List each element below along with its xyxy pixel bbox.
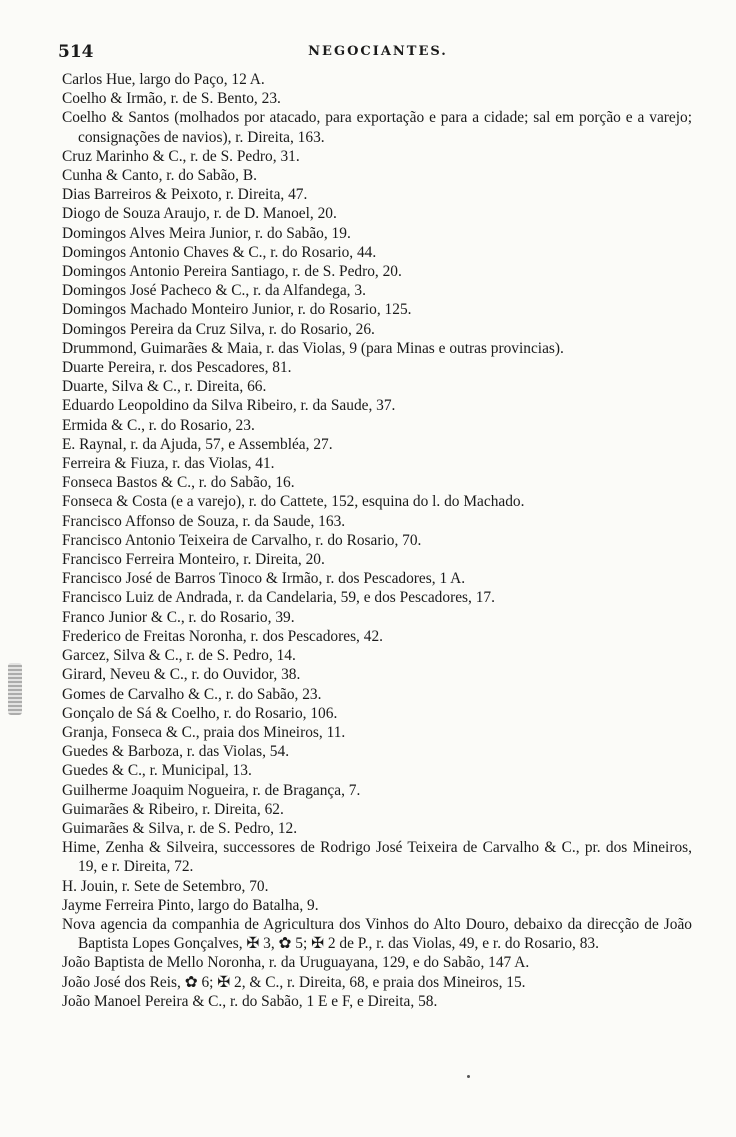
list-item: Domingos José Pacheco & C., r. da Alfandega, 3. [62,282,366,300]
list-item: Guedes & Barboza, r. das Violas, 54. [62,743,290,761]
list-item: Francisco Luiz de Andrada, r. da Candelaria, 59, e dos Pescadores, 17. [62,589,495,607]
list-item: Ferreira & Fiuza, r. das Violas, 41. [62,455,275,473]
list-item: Ermida & C., r. do Rosario, 23. [62,416,255,434]
list-item: Frederico de Freitas Noronha, r. dos Pescadores, 42. [62,627,383,645]
merchant-list [62,70,692,1011]
list-item: Francisco José de Barros Tinoco & Irmão, r. dos Pescadores, 1 A. [62,570,466,588]
list-item: João José dos Reis, ✿ 6; ✠ 2, & C., r. Direita, 68, e praia dos Mineiros, 15. [62,973,526,991]
list-item: Guimarães & Silva, r. de S. Pedro, 12. [62,819,298,837]
list-item: Granja, Fonseca & C., praia dos Mineiros, 11. [62,723,346,741]
list-item: Drummond, Guimarães & Maia, r. das Violas, 9 (para Minas e outras provincias). [62,339,564,357]
list-item: Duarte, Silva & C., r. Direita, 66. [62,378,267,396]
page-header [58,42,698,68]
page-number: 514 [58,42,94,62]
list-item: E. Raynal, r. da Ajuda, 57, e Assembléa, 27. [62,435,333,453]
list-item: Jayme Ferreira Pinto, largo do Batalha, 9. [62,896,319,914]
list-item: Franco Junior & C., r. do Rosario, 39. [62,608,295,626]
list-item: Nova agencia da companhia de Agricultura dos Vinhos do Alto Douro, debaixo da direcção de João Baptista Lopes Gonçalves, ✠ 3, ✿ 5; ✠ 2 de P., r. das Violas, 49, e r. do Rosario, 83. [62,915,692,953]
ink-speck [467,1075,470,1078]
list-item: Francisco Ferreira Monteiro, r. Direita, 20. [62,551,325,569]
list-item: Eduardo Leopoldino da Silva Ribeiro, r. da Saude, 37. [62,397,396,415]
list-item: Francisco Affonso de Souza, r. da Saude, 163. [62,512,346,530]
list-item: Gomes de Carvalho & C., r. do Sabão, 23. [62,685,322,703]
list-item: Gonçalo de Sá & Coelho, r. do Rosario, 106. [62,704,338,722]
list-item: H. Jouin, r. Sete de Setembro, 70. [62,877,269,895]
list-item: Diogo de Souza Araujo, r. de D. Manoel, 20. [62,205,337,223]
list-item: Guedes & C., r. Municipal, 13. [62,762,252,780]
list-item: Carlos Hue, largo do Paço, 12 A. [62,71,265,88]
list-item: Domingos Machado Monteiro Junior, r. do Rosario, 125. [62,301,412,319]
list-item: Hime, Zenha & Silveira, successores de Rodrigo José Teixeira de Carvalho & C., pr. dos Mineiros, 19, e r. Direita, 72. [62,839,692,876]
list-item: João Manoel Pereira & C., r. do Sabão, 1 E e F, e Direita, 58. [62,992,438,1010]
list-item: Coelho & Santos (molhados por atacado, para exportação e para a cidade; sal em porção e a varejo; consignações de navios), r. Direita, 163. [62,109,692,146]
page-title: NEGOCIANTES. [308,44,448,59]
list-item: Coelho & Irmão, r. de S. Bento, 23. [62,90,281,108]
list-item: Domingos Alves Meira Junior, r. do Sabão, 19. [62,224,351,242]
list-item: Guimarães & Ribeiro, r. Direita, 62. [62,800,284,818]
list-item: Fonseca Bastos & C., r. do Sabão, 16. [62,474,295,492]
list-item: Duarte Pereira, r. dos Pescadores, 81. [62,359,292,377]
margin-stain [8,663,22,715]
list-item: Francisco Antonio Teixeira de Carvalho, r. do Rosario, 70. [62,531,422,549]
list-item: Garcez, Silva & C., r. de S. Pedro, 14. [62,647,296,665]
list-item: Cunha & Canto, r. do Sabão, B. [62,167,257,185]
list-item: Guilherme Joaquim Nogueira, r. de Bragança, 7. [62,781,361,799]
list-item: Cruz Marinho & C., r. de S. Pedro, 31. [62,147,300,165]
list-item: Domingos Pereira da Cruz Silva, r. do Rosario, 26. [62,320,375,338]
list-item: Domingos Antonio Chaves & C., r. do Rosario, 44. [62,243,377,261]
list-item: João Baptista de Mello Noronha, r. da Uruguayana, 129, e do Sabão, 147 A. [62,954,530,972]
list-item: Girard, Neveu & C., r. do Ouvidor, 38. [62,666,301,684]
list-item: Domingos Antonio Pereira Santiago, r. de S. Pedro, 20. [62,263,402,281]
list-item: Dias Barreiros & Peixoto, r. Direita, 47. [62,186,308,204]
list-item: Fonseca & Costa (e a varejo), r. do Cattete, 152, esquina do l. do Machado. [62,493,525,511]
